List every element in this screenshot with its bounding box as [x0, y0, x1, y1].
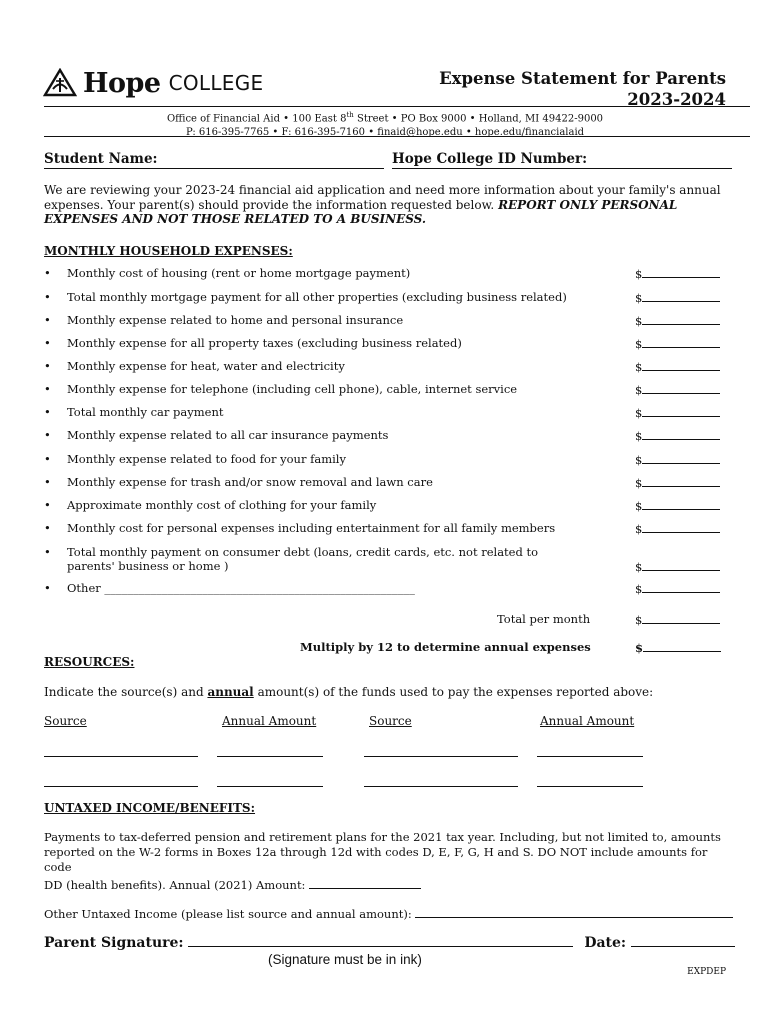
amount-blank	[642, 559, 720, 571]
signature-row	[44, 934, 735, 951]
address-line-end: Street • PO Box 9000 • Holland, MI 49422-9000	[353, 113, 604, 125]
intro-paragraph	[44, 183, 734, 227]
amount-field[interactable]	[217, 786, 323, 787]
expense-item-label: Monthly expense related to food for your family	[67, 452, 346, 466]
expense-item-label: Approximate monthly cost of clothing for your family	[67, 498, 377, 512]
address-line: Office of Financial Aid • 100 East 8	[166, 113, 347, 125]
bullet: •	[44, 266, 51, 280]
currency-sign: $	[635, 582, 643, 596]
resources-intro-text: Indicate the source(s) and	[44, 685, 208, 699]
expense-amount-field[interactable]	[635, 266, 720, 281]
date-field[interactable]	[631, 934, 735, 947]
amount-field[interactable]	[537, 786, 643, 787]
document-title-block	[439, 68, 726, 110]
other-untaxed-label: Other Untaxed Income (please list source and annual amount):	[44, 907, 412, 921]
dd-amount-label: DD (health benefits). Annual (2021) Amount:	[44, 878, 306, 892]
amount-column-header: Annual Amount	[540, 714, 635, 728]
amount-blank	[642, 382, 720, 394]
monthly-expenses-heading: MONTHLY HOUSEHOLD EXPENSES:	[44, 244, 293, 258]
anchor-logo-icon	[43, 68, 77, 98]
currency-sign: $	[635, 406, 643, 420]
amount-blank	[642, 581, 720, 593]
currency-sign: $	[635, 360, 643, 374]
source-field[interactable]	[364, 756, 518, 757]
annual-expenses-field[interactable]	[635, 640, 721, 655]
resources-intro-annual: annual	[207, 685, 254, 699]
document-title: Expense Statement for Parents	[439, 69, 726, 88]
currency-sign: $	[635, 641, 644, 655]
bullet: •	[44, 521, 51, 535]
bullet: •	[44, 290, 51, 304]
amount-blank	[642, 475, 720, 487]
contact-line: P: 616-395-7765 • F: 616-395-7160 • finaid@hope.edu • hope.edu/financialaid	[185, 127, 585, 139]
amount-blank	[642, 452, 720, 464]
student-id-field[interactable]	[392, 168, 732, 169]
expense-item-label: Monthly expense for telephone (including cell phone), cable, internet service	[67, 382, 518, 396]
date-label: Date:	[584, 935, 627, 951]
bullet: •	[44, 581, 51, 595]
expense-item-label: Total monthly mortgage payment for all other properties (excluding business related)	[67, 290, 567, 304]
bullet: •	[44, 336, 51, 350]
bullet: •	[44, 475, 51, 489]
currency-sign: $	[635, 291, 643, 305]
total-per-month-field[interactable]	[635, 612, 720, 627]
resources-intro	[44, 685, 653, 699]
expense-item-label: Total monthly payment on consumer debt (loans, credit cards, etc. not related to parents' business or home )	[67, 545, 539, 573]
amount-blank	[642, 428, 720, 440]
intro-text: We are reviewing your 2023-24 financial aid application and need more information about your family's annual expenses. Your parent(s) should provide the information requested below.	[44, 183, 721, 212]
amount-blank	[642, 498, 720, 510]
other-untaxed-row	[44, 905, 733, 921]
expense-amount-field[interactable]	[635, 405, 720, 420]
amount-blank	[642, 336, 720, 348]
expense-amount-field[interactable]	[635, 521, 720, 536]
currency-sign: $	[635, 267, 643, 281]
expense-item-label: Monthly cost of housing (rent or home mortgage payment)	[67, 266, 411, 280]
bullet: •	[44, 428, 51, 442]
expense-amount-field[interactable]	[635, 581, 720, 596]
hope-college-logo	[43, 66, 263, 100]
amount-blank	[642, 612, 720, 624]
dd-amount-row	[44, 876, 421, 892]
currency-sign: $	[635, 560, 643, 574]
source-column-header: Source	[369, 714, 412, 728]
intro-emphasis: REPORT ONLY PERSONAL EXPENSES AND NOT THOSE RELATED TO A BUSINESS.	[44, 197, 678, 226]
expense-item-label: Monthly expense for all property taxes (excluding business related)	[67, 336, 462, 350]
expense-item-label: Monthly cost for personal expenses including entertainment for all family members	[67, 521, 556, 535]
parent-signature-field[interactable]	[188, 934, 573, 947]
bullet: •	[44, 382, 51, 396]
currency-sign: $	[635, 476, 643, 490]
expense-amount-field[interactable]	[635, 290, 720, 305]
source-field[interactable]	[44, 786, 198, 787]
amount-blank	[642, 359, 720, 371]
expense-amount-field[interactable]	[635, 382, 720, 397]
source-field[interactable]	[44, 756, 198, 757]
bullet: •	[44, 545, 51, 559]
bullet: •	[44, 405, 51, 419]
currency-sign: $	[635, 522, 643, 536]
other-untaxed-field[interactable]	[415, 905, 733, 918]
signature-note: (Signature must be in ink)	[268, 952, 422, 967]
header-rule	[44, 106, 750, 107]
amount-blank	[642, 521, 720, 533]
amount-column-header: Annual Amount	[222, 714, 317, 728]
dd-amount-field[interactable]	[309, 876, 421, 889]
resources-intro-text-end: amount(s) of the funds used to pay the expenses reported above:	[253, 685, 654, 699]
currency-sign: $	[635, 613, 643, 627]
expense-item-label: Total monthly car payment	[67, 405, 224, 419]
expense-amount-field[interactable]	[635, 559, 720, 574]
source-column-header: Source	[44, 714, 87, 728]
currency-sign: $	[635, 337, 643, 351]
expense-amount-field[interactable]	[635, 452, 720, 467]
expense-amount-field[interactable]	[635, 498, 720, 513]
amount-field[interactable]	[537, 756, 643, 757]
parent-signature-label: Parent Signature:	[44, 935, 184, 951]
amount-blank	[642, 405, 720, 417]
address-rule	[44, 136, 750, 137]
bullet: •	[44, 498, 51, 512]
student-id-label: Hope College ID Number:	[392, 151, 588, 167]
award-year: 2023-2024	[627, 90, 726, 109]
student-name-field[interactable]	[44, 168, 384, 169]
bullet: •	[44, 313, 51, 327]
currency-sign: $	[635, 499, 643, 513]
amount-field[interactable]	[217, 756, 323, 757]
total-per-month-label: Total per month	[497, 612, 591, 626]
expense-item-label: Monthly expense for heat, water and electricity	[67, 359, 345, 373]
bullet: •	[44, 452, 51, 466]
expense-item-label: Monthly expense related to all car insurance payments	[67, 428, 389, 442]
expense-amount-field[interactable]	[635, 313, 720, 328]
expense-amount-field[interactable]	[635, 428, 720, 443]
currency-sign: $	[635, 314, 643, 328]
amount-blank	[643, 640, 721, 652]
expense-amount-field[interactable]	[635, 475, 720, 490]
student-name-label: Student Name:	[44, 151, 158, 167]
form-code: EXPDEP	[687, 967, 726, 977]
logo-college: COLLEGE	[168, 71, 264, 95]
address-sup: th	[346, 111, 354, 119]
expense-item-label: Other ______________________________________________________	[67, 581, 415, 595]
untaxed-income-text: Payments to tax-deferred pension and retirement plans for the 2021 tax year. Including, but not limited to, amounts reported on the W-2 forms in Boxes 12a through 12d with codes D, E, F, G, H and S. DO NOT include amounts for code	[44, 830, 721, 874]
annual-expenses-label: Multiply by 12 to determine annual expenses	[300, 640, 591, 654]
expense-item-label: Monthly expense for trash and/or snow removal and lawn care	[67, 475, 433, 489]
untaxed-income-heading: UNTAXED INCOME/BENEFITS:	[44, 801, 256, 815]
expense-amount-field[interactable]	[635, 336, 720, 351]
amount-blank	[642, 290, 720, 302]
currency-sign: $	[635, 429, 643, 443]
source-field[interactable]	[364, 786, 518, 787]
expense-item-label: Monthly expense related to home and personal insurance	[67, 313, 404, 327]
currency-sign: $	[635, 453, 643, 467]
amount-blank	[642, 266, 720, 278]
logo-wordmark: Hope	[83, 67, 161, 99]
amount-blank	[642, 313, 720, 325]
expense-amount-field[interactable]	[635, 359, 720, 374]
bullet: •	[44, 359, 51, 373]
currency-sign: $	[635, 383, 643, 397]
resources-heading: RESOURCES:	[44, 655, 135, 669]
